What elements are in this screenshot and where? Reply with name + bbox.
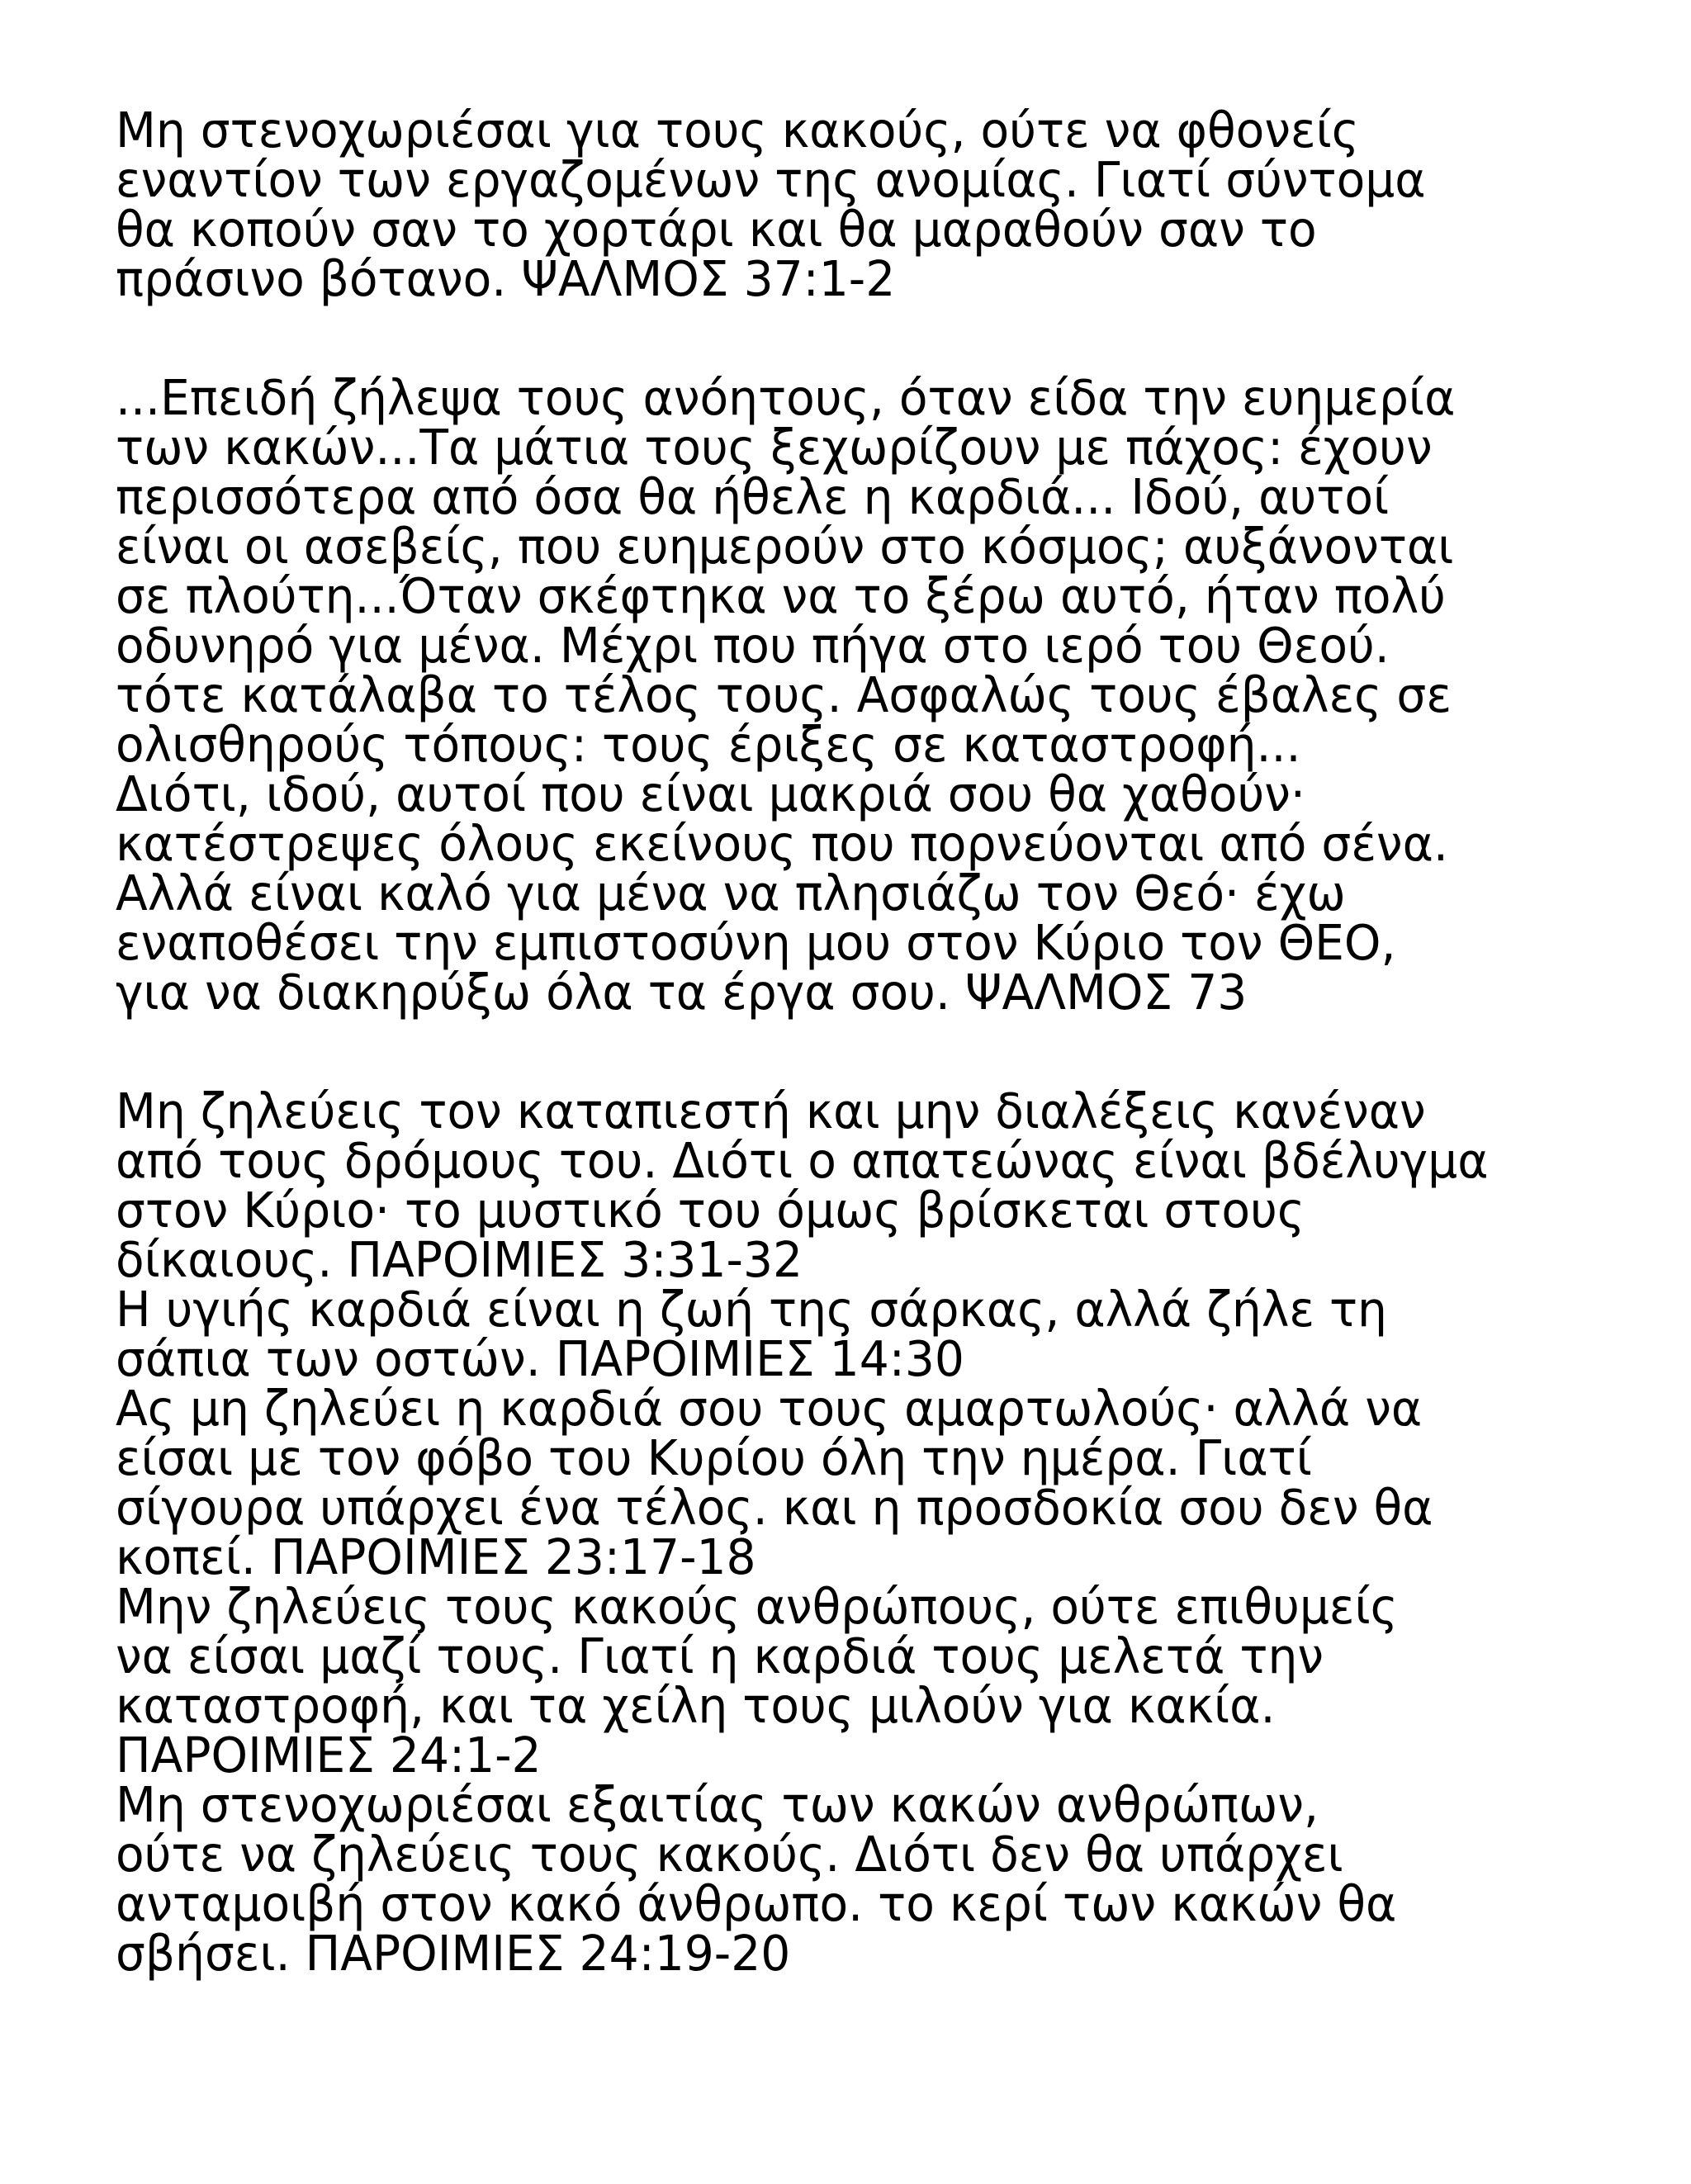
text-line: Η υγιής καρδιά είναι η ζωή της σάρκας, αλλά ζήλε τη	[116, 1281, 1387, 1338]
text-line: σε πλούτη...Όταν σκέφτηκα να το ξέρω αυτό, ήταν πολύ	[116, 567, 1446, 624]
text-line: οδυνηρό για μένα. Μέχρι που πήγα στο ιερό του Θεού.	[116, 617, 1390, 674]
text-line: εναποθέσει την εμπιστοσύνη μου στον Κύριο τον ΘΕΟ,	[116, 914, 1396, 971]
text-line: εναντίον των εργαζομένων της ανομίας. Γιατί σύντομα	[116, 151, 1426, 208]
text-line: κοπεί. ΠΑΡΟΙΜΙΕΣ 23:17-18	[116, 1528, 756, 1585]
text-line: ...Επειδή ζήλεψα τους ανόητους, όταν είδα την ευημερία	[116, 369, 1456, 426]
text-line: είσαι με τον φόβο του Κυρίου όλη την ημέρα. Γιατί	[116, 1429, 1312, 1486]
text-line: είναι οι ασεβείς, που ευημερούν στο κόσμος; αυξάνονται	[116, 518, 1454, 575]
text-line: Μη ζηλεύεις τον καταπιεστή και μην διαλέξεις κανέναν	[116, 1083, 1426, 1139]
text-line: στον Κύριο· το μυστικό του όμως βρίσκεται στους	[116, 1182, 1305, 1239]
text-line: Διότι, ιδού, αυτοί που είναι μακριά σου θα χαθούν·	[116, 765, 1305, 822]
text-line: σάπια των οστών. ΠΑΡΟΙΜΙΕΣ 14:30	[116, 1330, 964, 1387]
text-line: Ας μη ζηλεύει η καρδιά σου τους αμαρτωλούς· αλλά να	[116, 1380, 1423, 1437]
text-line: ΠΑΡΟΙΜΙΕΣ 24:1-2	[116, 1727, 542, 1784]
text-line: τότε κατάλαβα το τέλος τους. Ασφαλώς τους έβαλες σε	[116, 666, 1452, 723]
text-line: Αλλά είναι καλό για μένα να πλησιάζω τον Θεό· έχω	[116, 865, 1346, 921]
text-line: ούτε να ζηλεύεις τους κακούς. Διότι δεν θα υπάρχει	[116, 1826, 1343, 1883]
paragraph-proverbs	[116, 1083, 1558, 1982]
text-line: για να διακηρύξω όλα τα έργα σου. ΨΑΛΜΟΣ 73	[116, 964, 1248, 1021]
paragraph-spacer	[116, 1017, 1558, 1087]
text-line: σίγουρα υπάρχει ένα τέλος. και η προσδοκία σου δεν θα	[116, 1479, 1433, 1536]
text-line: Μη στενοχωριέσαι εξαιτίας των κακών ανθρώπων,	[116, 1776, 1319, 1833]
text-line: των κακών...Τα μάτια τους ξεχωρίζουν με πάχος: έχουν	[116, 419, 1433, 476]
text-line: σβήσει. ΠΑΡΟΙΜΙΕΣ 24:19-20	[116, 1925, 791, 1982]
text-line: καταστροφή, και τα χείλη τους μιλούν για κακία.	[116, 1677, 1276, 1734]
text-line: από τους δρόμους του. Διότι ο απατεώνας είναι βδέλυγμα	[116, 1132, 1489, 1189]
text-line: θα κοπούν σαν το χορτάρι και θα μαραθούν σαν το	[116, 201, 1317, 258]
paragraph-spacer	[116, 304, 1558, 373]
text-line: Μην ζηλεύεις τους κακούς ανθρώπους, ούτε επιθυμείς	[116, 1578, 1398, 1635]
text-line: δίκαιους. ΠΑΡΟΙΜΙΕΣ 3:31-32	[116, 1231, 803, 1288]
text-line: ανταμοιβή στον κακό άνθρωπο. το κερί των κακών θα	[116, 1875, 1397, 1932]
paragraph-psalm-37	[116, 102, 1558, 307]
text-line: ολισθηρούς τόπους: τους έριξες σε καταστροφή...	[116, 716, 1301, 773]
text-line: να είσαι μαζί τους. Γιατί η καρδιά τους μελετά την	[116, 1627, 1324, 1684]
text-line: κατέστρεψες όλους εκείνους που πορνεύονται από σένα.	[116, 815, 1448, 872]
document-body	[116, 102, 1558, 1982]
text-line: πράσινο βότανο. ΨΑΛΜΟΣ 37:1-2	[116, 250, 896, 307]
text-line: περισσότερα από όσα θα ήθελε η καρδιά... Ιδού, αυτοί	[116, 468, 1390, 525]
paragraph-psalm-73	[116, 369, 1558, 1021]
text-line: Μη στενοχωριέσαι για τους κακούς, ούτε να φθονείς	[116, 102, 1359, 159]
